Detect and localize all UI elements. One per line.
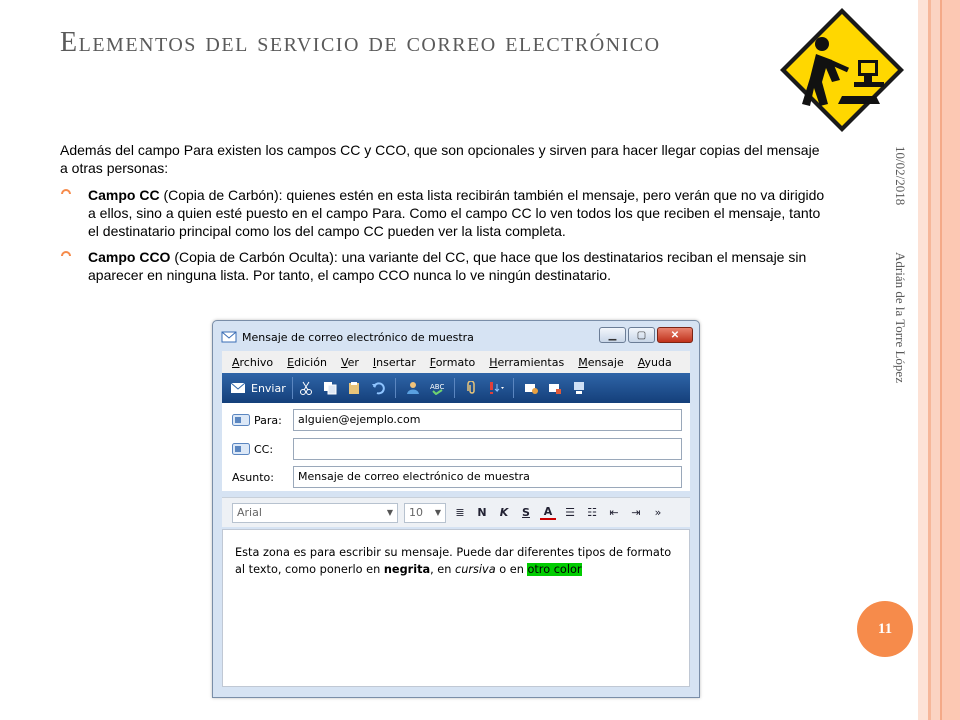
underline-icon[interactable]: S: [522, 506, 530, 519]
slide-title: Elementos del servicio de correo electrónico: [60, 27, 661, 58]
cut-icon[interactable]: [295, 377, 317, 399]
maximize-icon[interactable]: ▢: [628, 327, 655, 343]
body-bold: negrita: [383, 563, 431, 576]
format-toolbar: [222, 497, 690, 527]
decrease-indent-icon[interactable]: ⇤: [609, 506, 619, 519]
bullet-cco-text: (Copia de Carbón Oculta): una variante del CC, que hace que los destinatarios reciban el mensaje sin aparecer en ninguna lista. Por tanto, el campo CCO nunca lo ve ningún destinatario.: [88, 249, 807, 283]
body-text-3: o en: [495, 563, 528, 576]
menu-mensaje[interactable]: Mensaje: [578, 355, 624, 369]
body-colored: otro color: [527, 563, 582, 576]
message-body[interactable]: [222, 529, 690, 687]
menu-herramientas[interactable]: Herramientas: [489, 355, 565, 369]
subject-label-wrap: [232, 471, 274, 484]
chevron-down-icon: ▼: [434, 508, 441, 517]
close-icon[interactable]: ✕: [657, 327, 693, 343]
toolbar-separator: [395, 378, 396, 398]
decor-stripe-3: [931, 0, 940, 720]
send-label: Enviar: [251, 381, 286, 395]
bullet-icon: [61, 251, 71, 261]
body-text-1: Esta zona es para escribir su mensaje. Puede dar diferentes tipos de formato al texto, como ponerlo en: [235, 546, 672, 576]
minimize-icon[interactable]: ▁: [599, 327, 626, 343]
toolbar-separator: [513, 378, 514, 398]
numbered-list-icon[interactable]: ☰: [565, 506, 575, 519]
bullet-cc-term: Campo CC: [88, 187, 160, 203]
cc-label: CC:: [254, 442, 274, 456]
bullet-icon: [61, 189, 71, 199]
main-toolbar: [222, 373, 690, 403]
window-controls: [599, 327, 693, 343]
body-italic: cursiva: [455, 563, 496, 576]
slide-body: [60, 141, 830, 292]
decor-stripe-5: [942, 0, 960, 720]
attach-icon[interactable]: [461, 377, 483, 399]
toolbar-separator: [454, 378, 455, 398]
bullet-cco-term: Campo CCO: [88, 249, 171, 265]
paste-icon[interactable]: [343, 377, 365, 399]
font-size-select[interactable]: [404, 503, 446, 523]
font-name-select[interactable]: [232, 503, 398, 523]
more-options-icon[interactable]: »: [654, 506, 662, 519]
menu-bar: [222, 351, 690, 373]
message-app-icon: [221, 330, 237, 344]
font-color-icon[interactable]: A: [540, 505, 556, 520]
intro-paragraph: Además del campo Para existen los campos CC y CCO, que son opcionales y sirven para hacer llegar copias del mensaje a otras personas:: [60, 142, 820, 176]
to-row: [222, 407, 690, 433]
address-book-icon: [232, 443, 250, 455]
menu-insertar[interactable]: Insertar: [372, 355, 416, 369]
decor-stripe-1: [918, 0, 928, 720]
send-button[interactable]: [228, 377, 293, 399]
send-icon: [230, 382, 246, 394]
slide-date: 10/02/2018: [893, 146, 908, 206]
menu-edicion[interactable]: Edición: [287, 355, 327, 369]
worker-caution-sign-icon: [776, 4, 908, 136]
bullet-cco: [60, 248, 830, 284]
priority-icon[interactable]: [485, 377, 507, 399]
copy-icon[interactable]: [319, 377, 341, 399]
font-size-value: 10: [409, 506, 423, 519]
bulleted-list-icon[interactable]: ☷: [587, 506, 597, 519]
sign-message-icon[interactable]: [520, 377, 542, 399]
email-window: [212, 320, 700, 698]
paragraph-style-icon[interactable]: ≣: [455, 506, 465, 519]
to-button[interactable]: [232, 414, 282, 427]
message-headers: [222, 403, 690, 491]
slide-author: Adrián de la Torre López: [893, 252, 908, 383]
address-book-icon: [232, 414, 250, 426]
window-title: Mensaje de correo electrónico de muestra: [242, 330, 474, 344]
cc-button[interactable]: [232, 443, 273, 456]
spellcheck-icon[interactable]: [426, 377, 448, 399]
cc-field[interactable]: [293, 438, 682, 460]
menu-ayuda[interactable]: Ayuda: [637, 355, 672, 369]
bullet-cc: [60, 186, 830, 240]
encrypt-message-icon[interactable]: [544, 377, 566, 399]
subject-label: Asunto:: [232, 470, 274, 484]
undo-icon[interactable]: [367, 377, 389, 399]
to-field[interactable]: alguien@ejemplo.com: [293, 409, 682, 431]
cc-row: [222, 436, 690, 462]
subject-field[interactable]: Mensaje de correo electrónico de muestra: [293, 466, 682, 488]
subject-row: [222, 464, 690, 490]
body-text-2: , en: [430, 563, 456, 576]
menu-archivo[interactable]: Archivo: [232, 355, 274, 369]
contacts-icon[interactable]: [402, 377, 424, 399]
bold-icon[interactable]: N: [477, 506, 487, 519]
svg-text:ABC: ABC: [429, 383, 445, 391]
italic-icon[interactable]: K: [499, 506, 509, 519]
menu-formato[interactable]: Formato: [429, 355, 476, 369]
work-offline-icon[interactable]: [568, 377, 590, 399]
increase-indent-icon[interactable]: ⇥: [631, 506, 641, 519]
bullet-cc-text: (Copia de Carbón): quienes estén en esta lista recibirán también el mensaje, pero verán que no va dirigido a ellos, sino a quien esté puesto en el campo Para. Como el campo CC lo ven todos los que reciben el mensaje, tanto el destinatario principal como los del campo CC pueden ver la lista completa.: [88, 187, 825, 239]
chevron-down-icon: ▼: [386, 508, 393, 517]
font-name-value: Arial: [237, 506, 262, 519]
page-number-badge: 11: [857, 601, 913, 657]
menu-ver[interactable]: Ver: [340, 355, 359, 369]
to-label: Para:: [254, 413, 282, 427]
